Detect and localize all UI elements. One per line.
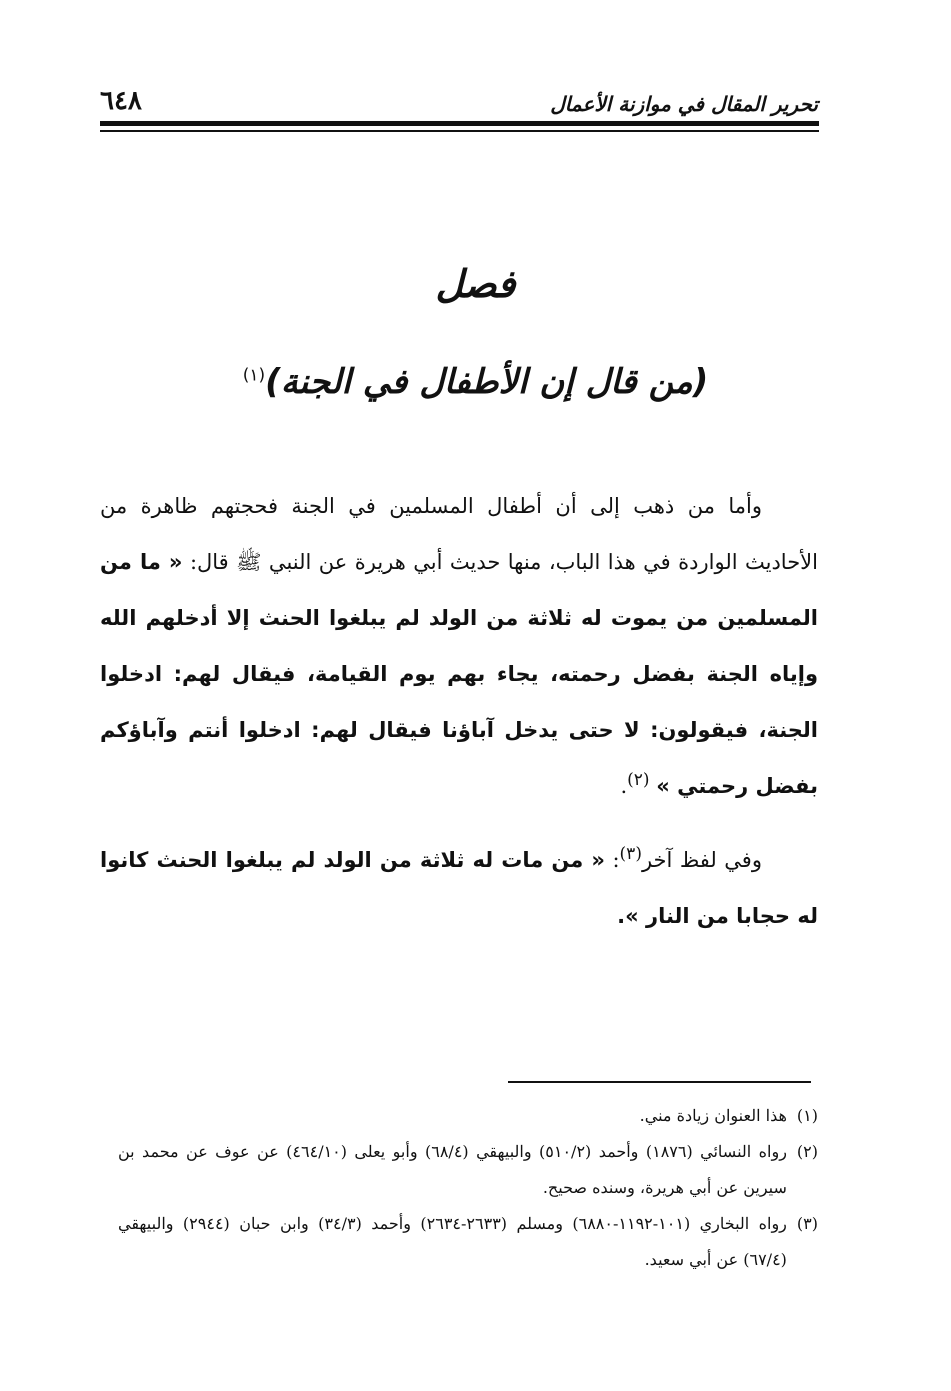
page-number: ٦٤٨ [100, 86, 142, 116]
footnotes [118, 1098, 818, 1278]
paragraph-1: وأما من ذهب إلى أن أطفال المسلمين في الجنة فحجتهم ظاهرة من الأحاديث الواردة في هذا الباب، منها حديث أبي هريرة عن النبي ﷺ قال: « ما من المسلمين من يموت له ثلاثة من الولد لم يبلغوا الحنث إلا أدخلهم الله وإياه الجنة بفضل رحمته، يجاء بهم يوم القيامة، فيقال لهم: ادخلوا الجنة، فيقولون: لا حتى يدخل آباؤنا فيقال لهم: ادخلوا أنتم وآباؤكم بفضل رحمتي » $^{(٢)}$. [100, 494, 818, 798]
chapter-heading: فصل [435, 262, 516, 306]
footnote-2 [118, 1134, 818, 1206]
footnote-1 [118, 1098, 818, 1134]
paragraph-1-intro: وأما من ذهب إلى أن أطفال المسلمين في الجنة فحجتهم ظاهرة من الأحاديث الواردة في هذا الباب، منها حديث أبي هريرة عن النبي ﷺ قال: [100, 494, 818, 574]
footnote-marker: (٣) [796, 1214, 818, 1233]
footnote-marker: (٢) [796, 1142, 818, 1161]
footnote-marker: (١) [796, 1106, 818, 1125]
running-title: تحرير المقال في موازنة الأعمال [550, 92, 818, 116]
footnote-text: رواه البخاري (١٠١-١١٩٢-٦٨٨٠) ومسلم (٢٦٣٣-٢٦٣٤) وأحمد (٣٤/٣) وابن حبان (٢٩٤٤) والبيهقي (٦٧/٤) عن أبي سعيد. [118, 1214, 787, 1269]
paragraph-2-intro: وفي لفظ آخر [641, 848, 762, 872]
paragraph-2 [100, 832, 818, 944]
main-text [100, 478, 818, 944]
footnote-text: رواه النسائي (١٨٧٦) وأحمد (٥١٠/٢) والبيهقي (٦٨/٤) وأبو يعلى (٤٦٤/١٠) عن عوف عن محمد بن سيرين عن أبي هريرة، وسنده صحيح. [118, 1142, 787, 1197]
footnote-text: هذا العنوان زيادة مني. [639, 1106, 787, 1125]
paragraph-2-colon: : [604, 848, 620, 872]
footnote-separator [508, 1081, 811, 1083]
hadith-quote-2: « من مات له ثلاثة من الولد لم يبلغوا الحنث كانوا له حجابا من النار ». [100, 848, 818, 928]
footnote-ref-2: (٢) [627, 770, 650, 790]
section-subtitle-text: (من قال إن الأطفال في الجنة) [265, 362, 709, 402]
footnote-3 [118, 1206, 818, 1278]
header-rule-thin [100, 130, 819, 132]
header-rule-thick [100, 121, 819, 126]
hadith-quote-1: « ما من المسلمين من يموت له ثلاثة من الولد لم يبلغوا الحنث إلا أدخلهم الله وإياه الجنة بفضل رحمته، يجاء بهم يوم القيامة، فيقال لهم: ادخلوا الجنة، فيقولون: لا حتى يدخل آباؤنا فيقال لهم: ادخلوا أنتم وآباؤكم بفضل رحمتي » [100, 550, 818, 798]
section-subtitle [0, 362, 951, 402]
footnote-ref-1: (١) [242, 365, 266, 386]
running-head [100, 82, 818, 116]
footnote-ref-3: (٣) [619, 844, 642, 864]
